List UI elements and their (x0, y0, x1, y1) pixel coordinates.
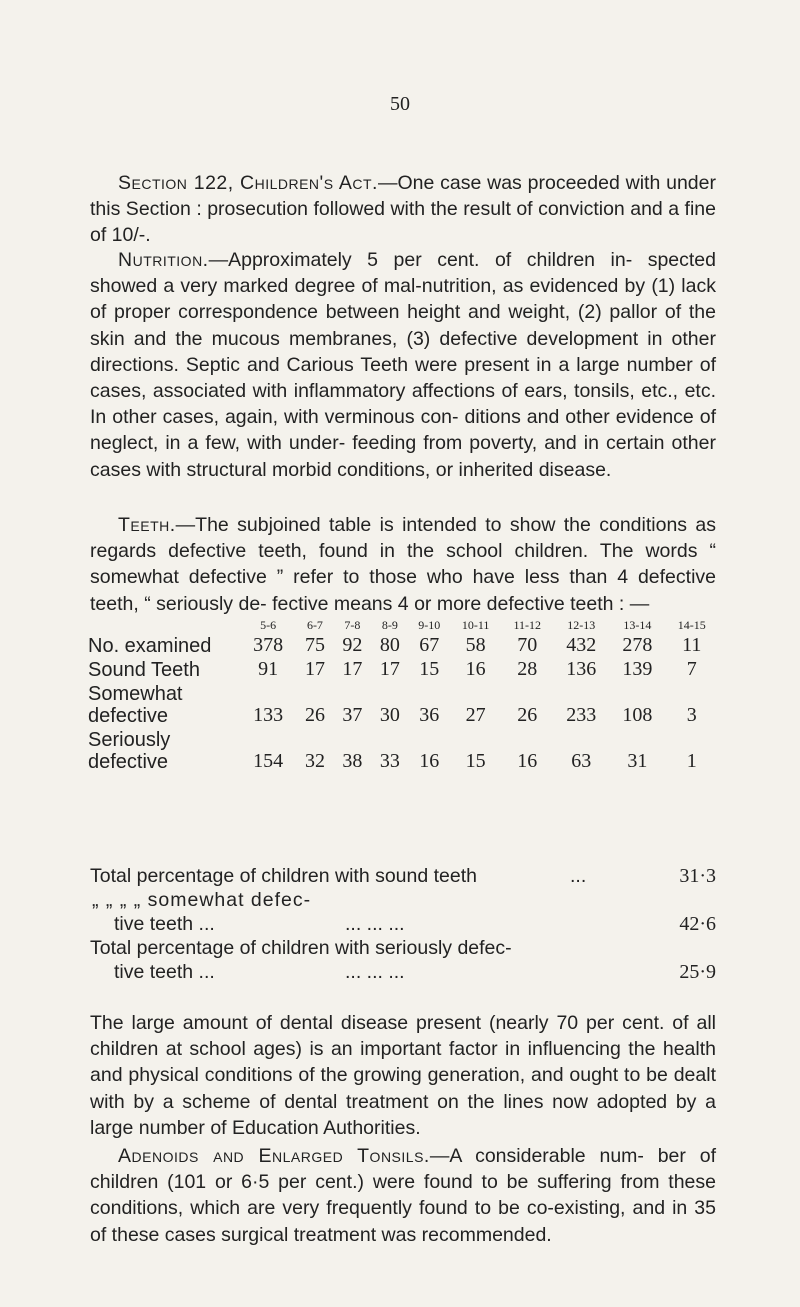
table-cell: 378 (253, 634, 284, 656)
row-label (88, 727, 240, 773)
leader-dots: ... ... ... (345, 913, 405, 935)
age-group-header: 7-8 (344, 618, 361, 632)
table-header-row (88, 613, 718, 633)
table-cell: 67 (419, 634, 440, 656)
nutrition-paragraph (90, 247, 716, 483)
table-cell: 32 (304, 750, 325, 772)
serious-percentage-label-2: tive teeth ... (114, 961, 215, 983)
age-group-header: 10-11 (461, 618, 490, 632)
adenoids-text: —A considerable num- ber of children (101 or 6·5 per cent.) were found to be suffering from these conditions, which are very frequently found to be co-existing, and in 35 of these cases surgical treatment was recommended. (90, 1145, 716, 1246)
teeth-heading: Teeth. (118, 514, 176, 536)
table-cell: 80 (379, 634, 400, 656)
table-row-somewhat (88, 681, 718, 727)
page-number: 50 (390, 93, 410, 115)
table-cell: 33 (379, 750, 400, 772)
sound-percentage-line (90, 864, 716, 888)
header-label-cell (88, 613, 240, 633)
table-cell: 17 (342, 658, 363, 680)
table-cell: 70 (517, 634, 538, 656)
nutrition-text: —Approximately 5 per cent. of children in- spected showed a very marked degree of mal-nutrition, as evidenced by (1) lack of proper correspondence between height and weight, (2) pallor of the skin and the mucous membranes, (3) defective development in other directions. Septic and Carious Teeth were present in a large number of cases, associated with inflammatory affections of ears, tonsils, etc., etc. In other cases, again, with verminous con- ditions and other evidence of neglect, in a few, with under- feeding from poverty, and in certain other cases with structural morbid conditions, or inherited disease. (90, 249, 716, 481)
leader-dots: ... ... ... (345, 961, 405, 983)
table-cell: 15 (419, 658, 440, 680)
row-label (88, 681, 240, 727)
table-cell: 92 (342, 634, 363, 656)
age-group-header: 6-7 (306, 618, 323, 632)
table-cell: 233 (566, 704, 597, 726)
table-cell: 91 (258, 658, 279, 680)
serious-percentage-label: Total percentage of children with seriously defec- (90, 937, 512, 959)
serious-percentage-value: 25·9 (679, 961, 716, 983)
percentage-summary (90, 864, 716, 984)
table-cell: 75 (304, 634, 325, 656)
table-cell: 16 (517, 750, 538, 772)
table-cell: 26 (304, 704, 325, 726)
age-group-header: 8-9 (381, 618, 398, 632)
table-cell: 36 (419, 704, 440, 726)
row-label: Sound Teeth (88, 659, 200, 681)
row-label: No. examined (88, 635, 212, 657)
somewhat-percentage-value: 42·6 (679, 913, 716, 935)
serious-percentage-line-2 (90, 960, 716, 984)
table-cell: 27 (465, 704, 486, 726)
section-122-heading: Section 122, Children's Act. (118, 172, 378, 194)
table-row-examined (88, 633, 718, 657)
table-cell: 278 (622, 634, 653, 656)
table-cell: 17 (379, 658, 400, 680)
section-122-text: —One case was proceeded with under this Section : prosecution followed with the result of conviction and a fine of 10/-. (90, 172, 716, 247)
row-label-line: defective (88, 705, 169, 727)
adenoids-heading: Adenoids and Enlarged Tonsils. (118, 1145, 430, 1167)
table-cell: 139 (622, 658, 653, 680)
table-cell: 154 (253, 750, 284, 772)
somewhat-percentage-label-2: tive teeth ... (114, 913, 215, 935)
nutrition-heading: Nutrition. (118, 249, 209, 271)
age-group-header: 5-6 (260, 618, 277, 632)
table-cell: 26 (517, 704, 538, 726)
table-row-seriously (88, 727, 718, 773)
age-group-header: 11-12 (513, 618, 542, 632)
table-cell: 28 (517, 658, 538, 680)
serious-percentage-line (90, 936, 716, 960)
section-122-paragraph (90, 170, 716, 249)
table-cell: 1 (686, 750, 697, 772)
table-cell: 16 (419, 750, 440, 772)
teeth-table (88, 613, 718, 773)
somewhat-percentage-line-2 (90, 912, 716, 936)
age-group-header: 9-10 (418, 618, 441, 632)
table-cell: 11 (682, 634, 702, 656)
age-group-header: 14-15 (677, 618, 706, 632)
somewhat-percentage-line (90, 888, 716, 912)
table-cell: 37 (342, 704, 363, 726)
table-cell: 133 (253, 704, 284, 726)
table-cell: 58 (465, 634, 486, 656)
table-cell: 7 (686, 658, 697, 680)
row-label-line: Somewhat (88, 683, 183, 705)
row-label-line: defective (88, 751, 169, 773)
teeth-intro-paragraph (90, 512, 716, 617)
table-cell: 31 (627, 750, 648, 772)
table-cell: 17 (304, 658, 325, 680)
leader-dots: ... (570, 865, 587, 887)
sound-percentage-value: 31·3 (679, 865, 716, 887)
teeth-intro-text: —The subjoined table is intended to show the conditions as regards defective teeth, found in the school children. The words “ somewhat defective ” refer to those who have less than 4 defective teeth, “ seriously de- fective means 4 or more defective teeth : — (90, 514, 716, 615)
table-cell: 432 (566, 634, 597, 656)
table-cell: 16 (465, 658, 486, 680)
table-cell: 15 (465, 750, 486, 772)
table-cell: 108 (622, 704, 653, 726)
table-cell: 38 (342, 750, 363, 772)
table-row-sound (88, 657, 718, 681)
table-cell: 3 (686, 704, 697, 726)
age-group-header: 13-14 (623, 618, 652, 632)
dental-paragraph: The large amount of dental disease present (nearly 70 per cent. of all children at school ages) is an important factor in influencing the health and physical conditions of the growing generation, and ought to be dealt with by a scheme of dental treatment on the lines now adopted by a large number of Education Authorities. (90, 1012, 716, 1139)
age-group-header: 12-13 (567, 618, 596, 632)
sound-percentage-label: Total percentage of children with sound teeth (90, 865, 478, 887)
adenoids-paragraph (90, 1143, 716, 1248)
table-cell: 30 (379, 704, 400, 726)
table-cell: 63 (571, 750, 592, 772)
somewhat-percentage-label: „ „ „ „ somewhat defec- (92, 889, 312, 911)
row-label-line: Seriously (88, 729, 171, 751)
table-cell: 136 (566, 658, 597, 680)
